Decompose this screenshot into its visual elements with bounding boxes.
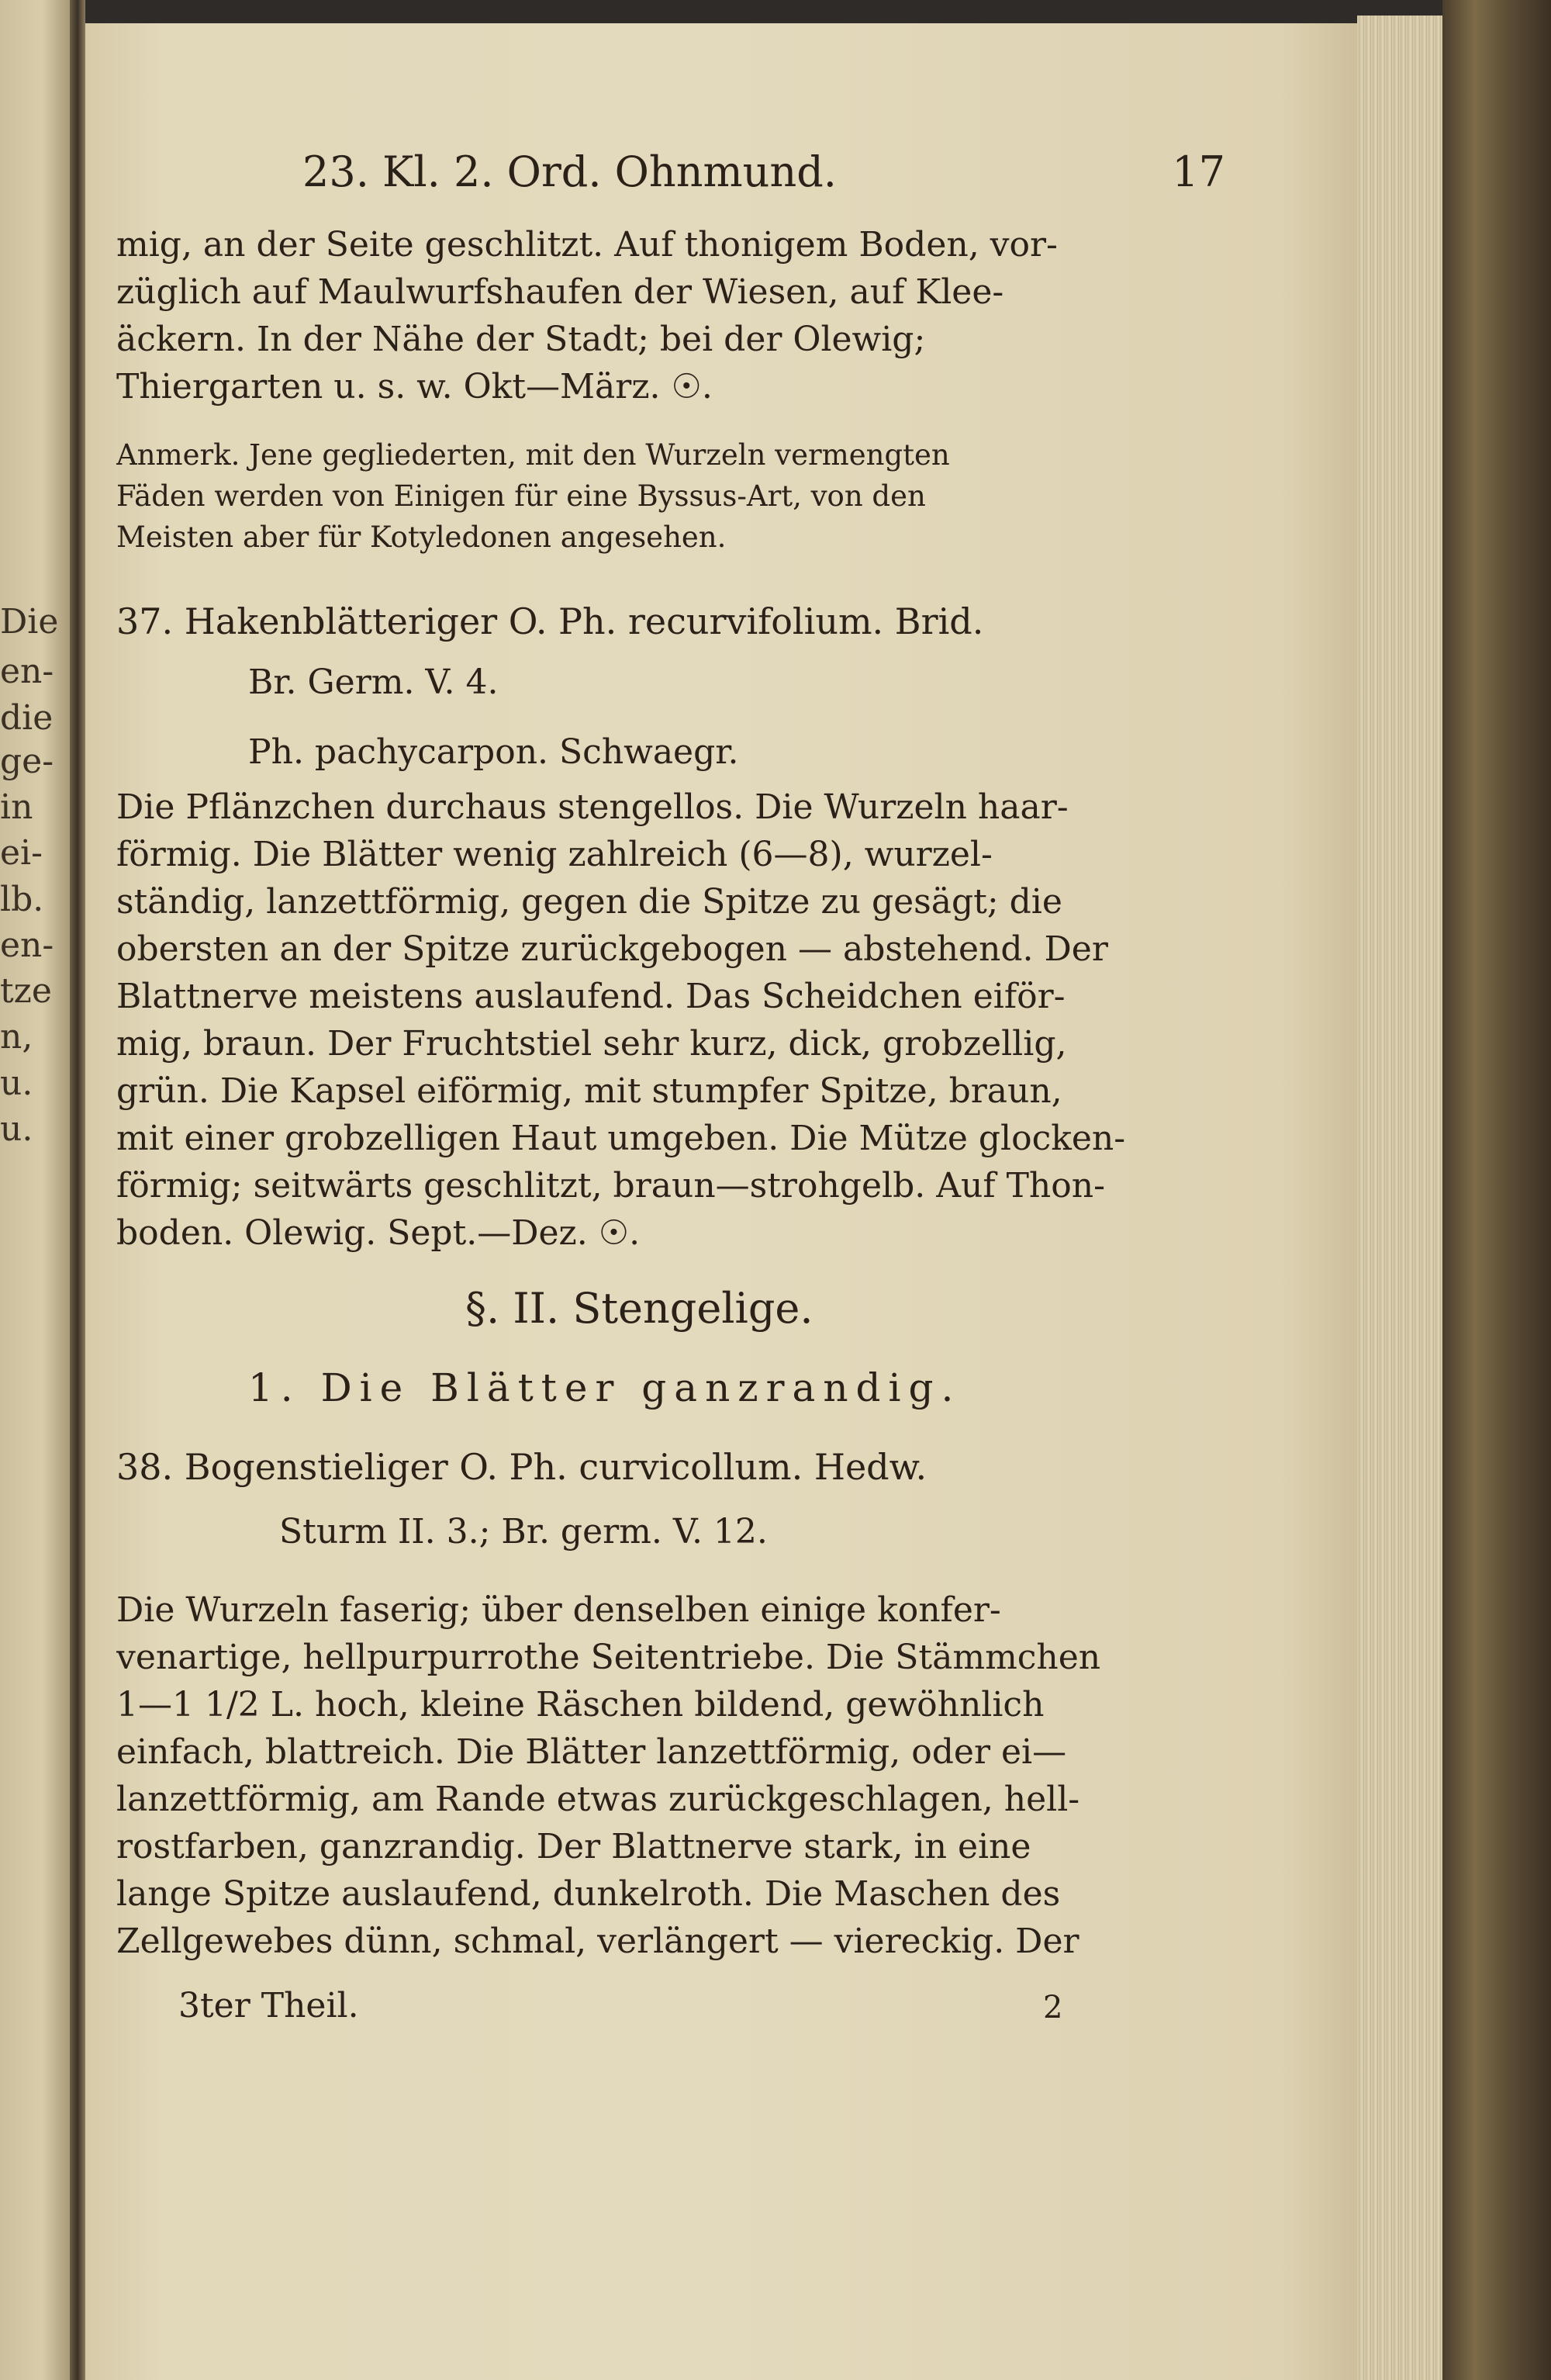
running-header — [302, 147, 1225, 202]
section-heading: §. II. Stengelige. — [465, 1284, 813, 1333]
text-line: obersten an der Spitze zurückgebogen — abstehend. Der — [116, 929, 1108, 969]
paragraph-description-38 — [116, 1586, 1194, 1965]
margin-fragment: Die — [0, 602, 59, 642]
entry-37-reference: Br. Germ. V. 4. — [248, 662, 499, 702]
text-line: förmig. Die Blätter wenig zahlreich (6—8), wurzel- — [116, 835, 993, 874]
margin-fragment: in — [0, 787, 33, 827]
margin-fragment: en- — [0, 925, 54, 965]
header-title: 23. Kl. 2. Ord. Ohnmund. — [302, 147, 837, 196]
text-line: züglich auf Maulwurfshaufen der Wiesen, auf Klee- — [116, 272, 1004, 312]
background-top — [0, 0, 1551, 23]
margin-fragment: tze — [0, 971, 52, 1011]
sheet-number: 2 — [1043, 1990, 1063, 2025]
text-line: lanzettförmig, am Rande etwas zurückgeschlagen, hell- — [116, 1780, 1080, 1819]
facing-page-edge — [0, 0, 70, 2380]
entry-38-reference: Sturm II. 3.; Br. germ. V. 12. — [279, 1512, 768, 1551]
text-line: mit einer grobzelligen Haut umgeben. Die Mütze glocken- — [116, 1119, 1126, 1158]
text-line: einfach, blattreich. Die Blätter lanzettförmig, oder ei— — [116, 1732, 1067, 1772]
book-gutter — [70, 0, 85, 2380]
book-cover-edge — [1442, 0, 1551, 2380]
margin-fragment: ei- — [0, 833, 43, 873]
paragraph-habitat — [116, 221, 1194, 410]
text-line: Die Pflänzchen durchaus stengellos. Die Wurzeln haar- — [116, 787, 1069, 827]
margin-fragment: ge- — [0, 742, 54, 781]
margin-fragment: die — [0, 698, 54, 738]
text-line: Zellgewebes dünn, schmal, verlängert — viereckig. Der — [116, 1922, 1079, 1961]
text-line: grün. Die Kapsel eiförmig, mit stumpfer Spitze, braun, — [116, 1071, 1062, 1111]
text-line: äckern. In der Nähe der Stadt; bei der Olewig; — [116, 320, 926, 359]
signature-mark: 3ter Theil. — [178, 1986, 359, 2025]
text-line: rostfarben, ganzrandig. Der Blattnerve stark, in eine — [116, 1827, 1031, 1866]
text-line: förmig; seitwärts geschlitzt, braun—strohgelb. Auf Thon- — [116, 1166, 1105, 1206]
text-line: mig, an der Seite geschlitzt. Auf thonigem Boden, vor- — [116, 225, 1058, 265]
margin-fragment: u. — [0, 1109, 33, 1149]
margin-fragment: n, — [0, 1017, 33, 1057]
margin-fragment: en- — [0, 652, 54, 691]
paragraph-description-37 — [116, 784, 1194, 1257]
text-line: ständig, lanzettförmig, gegen die Spitze zu gesägt; die — [116, 882, 1062, 922]
annotation-note — [116, 434, 1194, 558]
text-line: lange Spitze auslaufend, dunkelroth. Die Maschen des — [116, 1874, 1061, 1914]
text-line: boden. Olewig. Sept.—Dez. ☉. — [116, 1213, 641, 1253]
text-line: venartige, hellpurpurrothe Seitentriebe. Die Stämmchen — [116, 1638, 1101, 1677]
entry-37-title: 37. Hakenblätteriger O. Ph. recurvifolium. Brid. — [116, 600, 984, 642]
page-edges — [1357, 16, 1442, 2380]
entry-37-synonym: Ph. pachycarpon. Schwaegr. — [248, 732, 739, 772]
text-line: Blattnerve meistens auslaufend. Das Scheidchen eiför- — [116, 977, 1066, 1016]
text-line: Thiergarten u. s. w. Okt—März. ☉. — [116, 367, 713, 406]
text-line: mig, braun. Der Fruchtstiel sehr kurz, dick, grobzellig, — [116, 1024, 1067, 1064]
margin-fragment: u. — [0, 1064, 33, 1103]
text-line: 1—1 1/2 L. hoch, kleine Räschen bildend, gewöhnlich — [116, 1685, 1045, 1724]
entry-38-title: 38. Bogenstieliger O. Ph. curvicollum. Hedw. — [116, 1446, 927, 1488]
page-number: 17 — [1172, 147, 1225, 196]
subsection-heading: 1. Die Blätter ganzrandig. — [248, 1365, 962, 1410]
note-line: Anmerk. Jene gegliederten, mit den Wurzeln vermengten — [116, 438, 950, 472]
text-line: Die Wurzeln faserig; über denselben einige konfer- — [116, 1590, 1001, 1630]
margin-fragment: lb. — [0, 880, 44, 919]
note-line: Meisten aber für Kotyledonen angesehen. — [116, 521, 727, 554]
note-line: Fäden werden von Einigen für eine Byssus-Art, von den — [116, 479, 926, 513]
